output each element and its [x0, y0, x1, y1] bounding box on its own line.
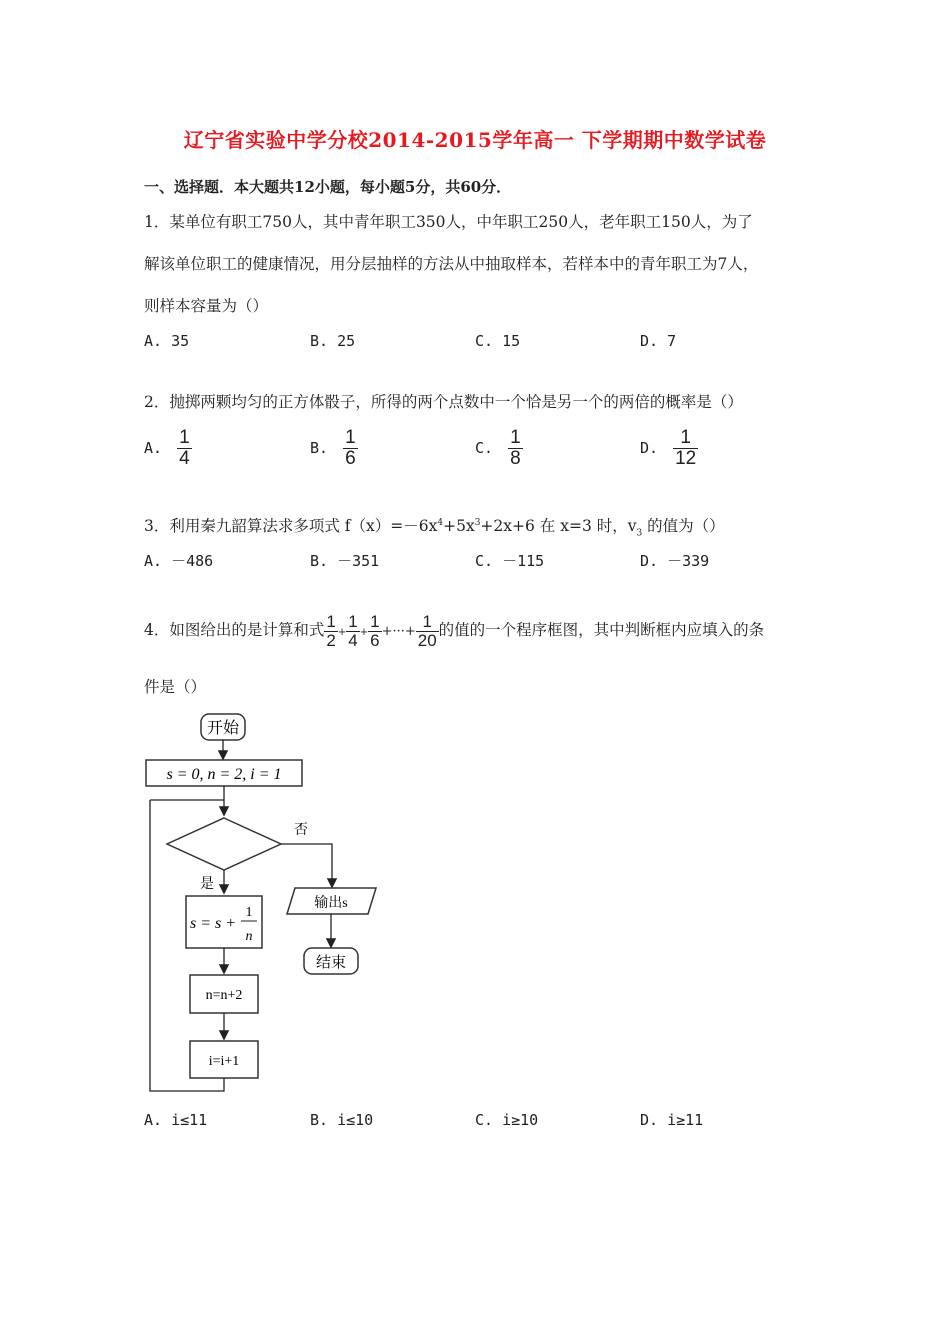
- q3-option-c[interactable]: C. －115: [475, 552, 545, 570]
- update-s-denominator: n: [245, 929, 253, 944]
- fraction-denominator: 6: [370, 630, 380, 650]
- q1-line1: 1．某单位有职工750人，其中青年职工350人，中年职工250人，老年职工150人，为了: [144, 213, 753, 231]
- q2-option-c-fraction: [508, 428, 523, 469]
- q4-term-fraction: [368, 613, 381, 650]
- q4-line1: [144, 612, 764, 651]
- q1-line2: 解该单位职工的健康情况，用分层抽样的方法从中抽取样本，若样本中的青年职工为7人，: [144, 255, 759, 273]
- init-label: s = 0, n = 2, i = 1: [166, 766, 282, 783]
- q1-option-a[interactable]: A. 35: [144, 332, 190, 350]
- no-label: 否: [294, 823, 308, 838]
- fraction-numerator: 1: [179, 427, 190, 448]
- fraction-denominator: 20: [417, 630, 437, 650]
- fraction-numerator: 1: [370, 611, 380, 631]
- q4-last-fraction: [416, 613, 439, 650]
- fraction-denominator: 12: [675, 448, 697, 469]
- q2-option-d[interactable]: [640, 428, 698, 469]
- q2-option-c-label: C.: [475, 439, 494, 457]
- section-heading: 一、选择题．本大题共12小题，每小题5分，共60分．: [144, 178, 512, 196]
- fraction-denominator: 6: [345, 448, 356, 469]
- plus-sign: +: [337, 627, 347, 638]
- q2-option-a-fraction: [177, 428, 192, 469]
- q2-option-b-label: B.: [310, 439, 329, 457]
- q4-option-c[interactable]: C. i≥10: [475, 1111, 539, 1129]
- q2-option-d-fraction: [673, 428, 698, 469]
- q3-exponent: 4: [437, 518, 444, 528]
- q4-term-fraction: [346, 613, 359, 650]
- yes-label: 是: [200, 877, 214, 892]
- end-label: 结束: [315, 955, 347, 971]
- q3-subscript: 3: [636, 528, 643, 539]
- q3-option-d[interactable]: D. －339: [640, 552, 710, 570]
- q1-line3: 则样本容量为（）: [144, 297, 269, 315]
- update-s-numerator: 1: [245, 905, 253, 920]
- ellipsis-sign: +···+: [381, 624, 416, 639]
- fraction-denominator: 8: [510, 448, 521, 469]
- q4-text-part: 的值的一个程序框图，其中判断框内应填入的条: [438, 621, 765, 639]
- q4-option-a[interactable]: A. i≤11: [144, 1111, 208, 1129]
- q2-option-b-fraction: [343, 428, 358, 469]
- q3-text-part: 3．利用秦九韶算法求多项式 f（x）=－6x: [144, 517, 438, 536]
- program-flowchart: [140, 706, 380, 1096]
- q4-line2: 件是（）: [144, 678, 207, 696]
- fraction-denominator: 4: [179, 448, 190, 469]
- q3-text-part: 的值为（）: [642, 517, 725, 536]
- q3-option-a[interactable]: A. －486: [144, 552, 214, 570]
- start-label: 开始: [206, 720, 240, 737]
- fraction-denominator: 4: [348, 630, 358, 650]
- q4-option-d[interactable]: D. i≥11: [640, 1111, 704, 1129]
- q3-option-b[interactable]: B. －351: [310, 552, 380, 570]
- update-i-label: i=i+1: [208, 1054, 240, 1069]
- q3-text-part: +2x+6 在 x=3 时，v: [480, 517, 637, 536]
- output-label: 输出s: [314, 896, 348, 911]
- q1-option-b[interactable]: B. 25: [310, 332, 356, 350]
- q2-option-c[interactable]: [475, 428, 523, 469]
- q1-option-c[interactable]: C. 15: [475, 332, 521, 350]
- update-s-label: s = s +: [190, 915, 237, 932]
- q3-text-part: +5x: [443, 517, 475, 536]
- q1-option-d[interactable]: D. 7: [640, 332, 677, 350]
- fraction-numerator: 1: [510, 427, 521, 448]
- q3-text: [144, 513, 725, 543]
- fraction-numerator: 1: [348, 611, 358, 631]
- fraction-numerator: 1: [422, 611, 432, 631]
- fraction-denominator: 2: [326, 630, 336, 650]
- fraction-numerator: 1: [345, 427, 356, 448]
- q2-option-a-label: A.: [144, 439, 163, 457]
- q3-exponent: 3: [474, 518, 481, 528]
- fraction-numerator: 1: [680, 427, 691, 448]
- q2-option-b[interactable]: [310, 428, 358, 469]
- page-title: 辽宁省实验中学分校2014-2015学年高一 下学期期中数学试卷: [183, 128, 767, 152]
- q2-option-d-label: D.: [640, 439, 659, 457]
- q4-term-fraction: [324, 613, 337, 650]
- update-n-label: n=n+2: [205, 988, 243, 1003]
- plus-sign: +: [359, 627, 369, 638]
- q2-option-a[interactable]: [144, 428, 192, 469]
- fraction-numerator: 1: [326, 611, 336, 631]
- q2-text: 2．抛掷两颗均匀的正方体骰子，所得的两个点数中一个恰是另一个的两倍的概率是（）: [144, 393, 743, 411]
- q4-option-b[interactable]: B. i≤10: [310, 1111, 374, 1129]
- decision-diamond: [167, 818, 281, 870]
- q4-text-part: 4．如图给出的是计算和式: [144, 621, 325, 639]
